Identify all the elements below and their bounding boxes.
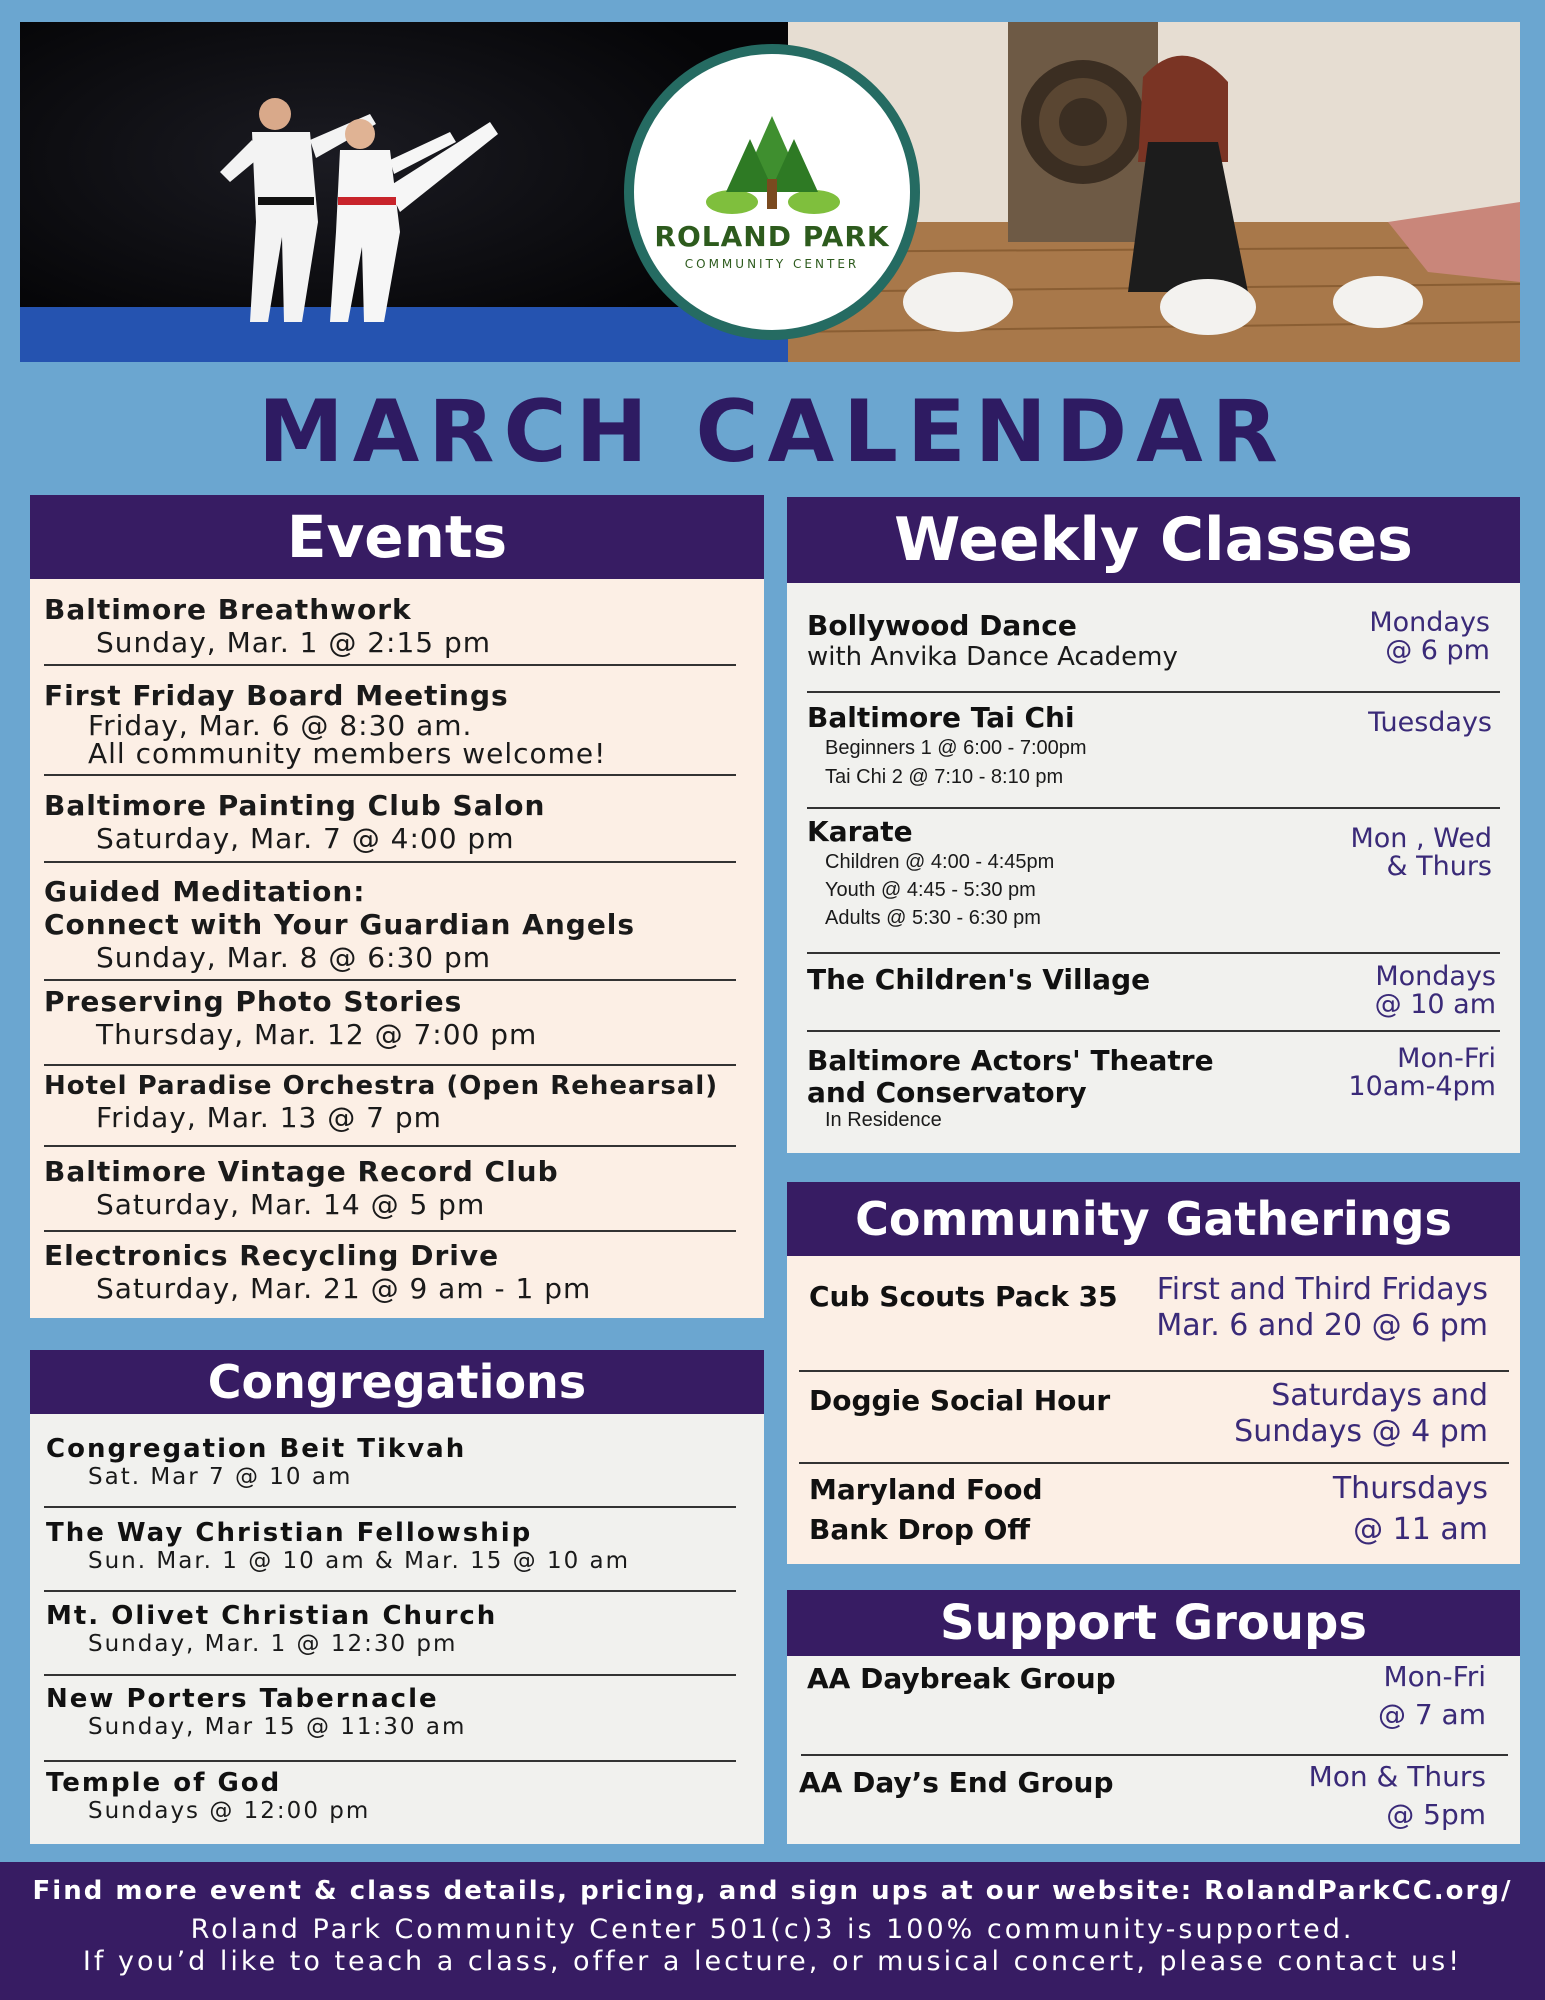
event-item <box>44 593 491 659</box>
event-item <box>44 1071 718 1134</box>
event-date: Thursday, Mar. 12 @ 7:00 pm <box>96 1018 538 1051</box>
class-note: In Residence <box>825 1109 942 1131</box>
weekly-classes-panel <box>787 583 1520 1153</box>
footer <box>0 1862 1545 2000</box>
class-session: Tai Chi 2 @ 7:10 - 8:10 pm <box>825 766 1064 788</box>
gathering-day: First and Third Fridays <box>1156 1272 1488 1307</box>
congregation-time: Sundays @ 12:00 pm <box>88 1798 371 1824</box>
gathering-time: Sundays @ 4 pm <box>1234 1414 1488 1449</box>
class-schedule <box>1375 963 1496 1019</box>
class-day: & Thurs <box>1386 851 1492 882</box>
class-item <box>807 701 1087 792</box>
class-item <box>807 815 1054 932</box>
congregation-name: New Porters Tabernacle <box>46 1684 439 1714</box>
support-groups-panel <box>787 1656 1520 1844</box>
class-schedule <box>1368 709 1492 737</box>
class-item <box>807 1045 1214 1132</box>
divider <box>799 1370 1509 1372</box>
divider <box>807 691 1500 693</box>
divider <box>44 1760 736 1762</box>
congregation-time: Sunday, Mar 15 @ 11:30 am <box>88 1714 467 1740</box>
class-session: Youth @ 4:45 - 5:30 pm <box>825 879 1036 901</box>
event-title: Guided Meditation: <box>44 875 366 908</box>
gathering-day: Saturdays and <box>1271 1378 1488 1413</box>
class-instructor: with Anvika Dance Academy <box>807 642 1178 672</box>
class-schedule <box>1350 825 1492 881</box>
class-name: Bollywood Dance <box>807 609 1077 642</box>
event-item <box>44 1155 559 1221</box>
divider <box>799 1462 1509 1464</box>
class-name: Karate <box>807 815 913 848</box>
divider <box>44 1064 736 1066</box>
support-group-schedule <box>1309 1758 1486 1834</box>
support-groups-heading: Support Groups <box>787 1590 1520 1656</box>
class-name: Baltimore Actors' Theatre <box>807 1044 1214 1077</box>
divider <box>44 979 736 981</box>
gathering-time: Mar. 6 and 20 @ 6 pm <box>1156 1308 1488 1343</box>
class-day: Mon , Wed <box>1350 823 1492 854</box>
divider <box>44 861 736 863</box>
congregation-item <box>46 1434 466 1490</box>
class-session: Adults @ 5:30 - 6:30 pm <box>825 907 1041 929</box>
divider <box>44 1590 736 1592</box>
events-panel <box>30 579 764 1318</box>
divider <box>44 1506 736 1508</box>
community-gatherings-heading: Community Gatherings <box>787 1182 1520 1256</box>
class-time: @ 6 pm <box>1385 635 1490 666</box>
congregation-item <box>46 1601 497 1657</box>
support-group-time: @ 5pm <box>1386 1798 1486 1831</box>
divider <box>44 1145 736 1147</box>
weekly-classes-heading: Weekly Classes <box>787 497 1520 583</box>
class-day: Mon-Fri <box>1397 1043 1496 1074</box>
congregation-name: Temple of God <box>46 1768 282 1798</box>
event-date: Friday, Mar. 6 @ 8:30 am. <box>88 709 473 742</box>
footer-website-line: Find more event & class details, pricing, and sign ups at our website: RolandParkCC.org/ <box>32 1876 1513 1906</box>
congregation-time: Sat. Mar 7 @ 10 am <box>88 1464 353 1490</box>
class-day: Mondays <box>1375 961 1496 992</box>
event-title: Preserving Photo Stories <box>44 985 463 1018</box>
gathering-schedule <box>1156 1272 1488 1344</box>
pine-trees-logo-icon <box>702 114 842 214</box>
congregations-heading: Congregations <box>30 1350 764 1414</box>
congregation-time: Sun. Mar. 1 @ 10 am & Mar. 15 @ 10 am <box>88 1548 631 1574</box>
org-name: ROLAND PARK <box>654 219 890 253</box>
congregation-item <box>46 1768 370 1824</box>
event-item <box>44 789 545 855</box>
congregation-time: Sunday, Mar. 1 @ 12:30 pm <box>88 1631 458 1657</box>
gathering-name: Maryland Food <box>809 1473 1043 1506</box>
congregation-name: Mt. Olivet Christian Church <box>46 1601 498 1631</box>
support-group-day: Mon & Thurs <box>1308 1760 1486 1793</box>
event-date: Sunday, Mar. 8 @ 6:30 pm <box>96 941 492 974</box>
page-title: MARCH CALENDAR <box>258 382 1287 482</box>
event-title: Electronics Recycling Drive <box>44 1239 500 1272</box>
class-schedule <box>1348 1045 1496 1101</box>
divider <box>807 807 1500 809</box>
class-session: Children @ 4:00 - 4:45pm <box>825 851 1055 873</box>
event-date: Saturday, Mar. 21 @ 9 am - 1 pm <box>96 1272 592 1305</box>
support-group-day: Mon-Fri <box>1383 1660 1486 1693</box>
divider <box>807 1030 1500 1032</box>
event-note: All community members welcome! <box>88 737 607 770</box>
class-time: @ 10 am <box>1374 989 1496 1020</box>
class-day: Tuesdays <box>1368 707 1492 738</box>
event-date: Sunday, Mar. 1 @ 2:15 pm <box>96 626 492 659</box>
divider <box>807 952 1500 954</box>
support-group-name: AA Day’s End Group <box>799 1766 1114 1799</box>
divider <box>44 1674 736 1676</box>
class-item <box>807 963 1150 996</box>
class-time: 10am-4pm <box>1348 1071 1496 1102</box>
congregation-item <box>46 1684 466 1740</box>
event-title: Baltimore Painting Club Salon <box>44 789 546 822</box>
class-name-line2: and Conservatory <box>807 1076 1087 1109</box>
event-title: Baltimore Vintage Record Club <box>44 1155 559 1188</box>
divider <box>44 774 736 776</box>
gathering-time: @ 11 am <box>1353 1512 1488 1547</box>
divider <box>44 1230 736 1232</box>
gathering-schedule <box>1333 1468 1488 1550</box>
org-subtitle: COMMUNITY CENTER <box>684 256 860 271</box>
gathering-name: Doggie Social Hour <box>809 1384 1111 1417</box>
congregation-item <box>46 1518 630 1574</box>
class-name: The Children's Village <box>807 963 1151 996</box>
community-gatherings-panel <box>787 1256 1520 1564</box>
support-group-schedule <box>1378 1658 1486 1734</box>
divider <box>44 664 736 666</box>
class-session: Beginners 1 @ 6:00 - 7:00pm <box>825 737 1087 759</box>
footer-nonprofit-line: Roland Park Community Center 501(c)3 is 100% community-supported. <box>190 1914 1355 1945</box>
event-title-line2: Connect with Your Guardian Angels <box>44 908 636 941</box>
logo <box>624 44 920 340</box>
event-item <box>44 1239 591 1305</box>
class-schedule <box>1369 609 1490 665</box>
gathering-name: Cub Scouts Pack 35 <box>809 1280 1118 1313</box>
event-date: Saturday, Mar. 14 @ 5 pm <box>96 1188 486 1221</box>
divider <box>801 1754 1508 1756</box>
event-item <box>44 985 537 1051</box>
event-title: Baltimore Breathwork <box>44 593 412 626</box>
support-group-time: @ 7 am <box>1377 1698 1486 1731</box>
class-name: Baltimore Tai Chi <box>807 701 1075 734</box>
gathering-item <box>809 1470 1043 1550</box>
congregation-name: Congregation Beit Tikvah <box>46 1434 467 1464</box>
gathering-name-line2: Bank Drop Off <box>809 1513 1031 1546</box>
class-day: Mondays <box>1369 607 1490 638</box>
gathering-schedule <box>1234 1378 1488 1450</box>
event-title: First Friday Board Meetings <box>44 679 509 712</box>
gathering-day: Thursdays <box>1332 1471 1488 1506</box>
event-title: Hotel Paradise Orchestra (Open Rehearsal) <box>44 1071 719 1101</box>
support-group-name: AA Daybreak Group <box>807 1662 1116 1695</box>
events-heading: Events <box>30 495 764 579</box>
footer-contact-line: If you’d like to teach a class, offer a lecture, or musical concert, please contact us! <box>82 1946 1463 1977</box>
event-item <box>44 875 635 974</box>
congregation-name: The Way Christian Fellowship <box>46 1518 533 1548</box>
congregations-panel <box>30 1414 764 1844</box>
class-item <box>807 609 1178 672</box>
event-date: Friday, Mar. 13 @ 7 pm <box>96 1101 442 1134</box>
event-item <box>44 679 606 768</box>
event-date: Saturday, Mar. 7 @ 4:00 pm <box>96 822 515 855</box>
